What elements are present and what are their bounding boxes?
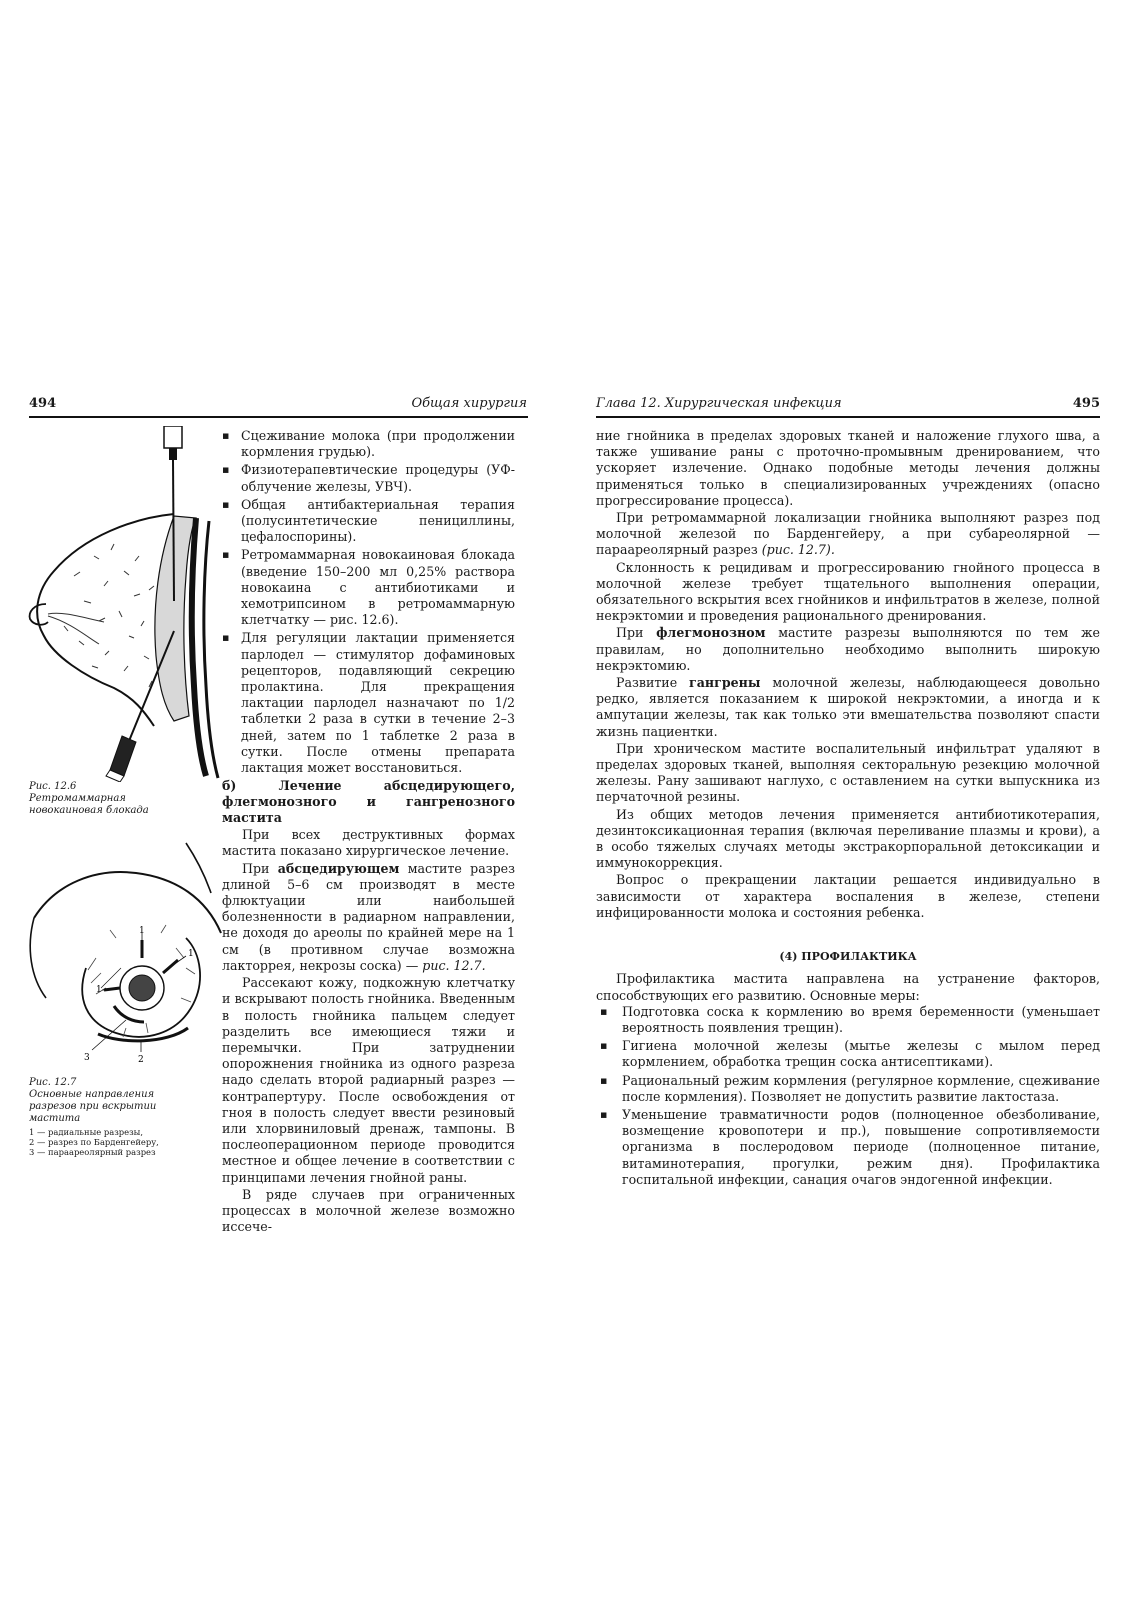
list-item: ▪ Подготовка соска к кормлению во время беременности (уменьшает вероятность появления трещин). <box>596 1004 1100 1036</box>
paragraph: Склонность к рецидивам и прогрессированию гнойного процесса в молочной железе требует тщательного выполнения операции, обязательного вскрытия всех гнойников и инфильтратов в железе, полной некрэктомии и проведения рационального дренирования. <box>596 559 1100 624</box>
paragraph <box>596 510 1100 559</box>
bold-term: абсцедирующем <box>277 860 400 876</box>
figure-12-7-label-1c: 1 <box>96 985 102 995</box>
right-page-number: 495 <box>1072 396 1100 411</box>
figure-12-7-title-line1: Основные направления <box>29 1089 155 1100</box>
left-header-rule <box>29 416 528 418</box>
paragraph: Вопрос о прекращении лактации решается индивидуально в зависимости от характера воспаления в железе, степени инфицированности молока и состояния ребенка. <box>596 872 1100 920</box>
text-span: При <box>242 860 278 876</box>
figure-reference: рис. 12.7. <box>422 957 486 973</box>
right-page <box>560 0 1131 1600</box>
section-subheading: б) Лечение абсцедирующего, флегмонозного и гангренозного мастита <box>222 778 515 826</box>
figure-12-7-label-2: 2 <box>138 1055 144 1065</box>
legend-item-paraareolar: 3 — параареолярный разрез <box>29 1147 156 1157</box>
text-span: Развитие <box>616 675 689 691</box>
figure-12-6-number: Рис. 12.6 <box>29 781 77 792</box>
list-item: ▪ Рациональный режим кормления (регулярное кормление, сцеживание после кормления). Позволяет не допустить развитие лактостаза. <box>596 1073 1100 1105</box>
section-heading: (4) ПРОФИЛАКТИКА <box>779 950 917 964</box>
paragraph: Профилактика мастита направлена на устранение факторов, способствующих его развитию. Основные меры: <box>596 971 1100 1003</box>
paragraph: При хроническом мастите воспалительный инфильтрат удаляют в пределах здоровых тканей, выполняя секторальную резекцию молочной железы. Рану зашивают наглухо, с оставлением на сутки выпускника из перчаточной резины. <box>596 740 1100 805</box>
figure-12-7-title-line2: разрезов при вскрытии <box>29 1101 157 1112</box>
list-item: ▪ Ретромаммарная новокаиновая блокада (введение 150–200 мл 0,25% раствора новокаина с антибиотиками и хемотрипсином в ретромаммарную клетчатку — рис. 12.6). <box>222 547 515 628</box>
paragraph <box>596 625 1100 674</box>
figure-12-7-label-3: 3 <box>84 1053 90 1063</box>
left-text-column <box>222 428 515 1235</box>
figure-reference: (рис. 12.7). <box>761 542 835 558</box>
bold-term: флегмонозном <box>656 625 766 641</box>
paragraph: При всех деструктивных формах мастита показано хирургическое лечение. <box>222 827 515 859</box>
text-span: При ретромаммарной локализации гнойника выполняют разрез под молочной железой по Барденгейеру, а при субареолярной — параареолярный разрез <box>596 510 1100 558</box>
right-running-head: Глава 12. Хирургическая инфекция <box>596 396 842 411</box>
left-running-head: Общая хирургия <box>411 396 527 411</box>
figure-12-7-number: Рис. 12.7 <box>29 1077 77 1088</box>
text-span: мастите разрез длиной 5–6 см производят в месте флюктуации или наибольшей болезненности в радиарном направлении, не доходя до ареолы по крайней мере на 1 см (в противном случае возможна лакторрея, некрозы соска) — <box>222 860 515 973</box>
paragraph: Из общих методов лечения применяется антибиотикотерапия, дезинтоксикационная терапия (включая переливание плазмы и крови), а в особо тяжелых случаях методы экстракорпоральной детоксикации и иммунокоррекция. <box>596 806 1100 871</box>
figure-12-7-caption <box>29 1077 156 1125</box>
right-text-column <box>596 428 1100 1190</box>
figure-12-6-retromammary-block <box>24 426 224 782</box>
list-item: ▪ Гигиена молочной железы (мытье железы с мылом перед кормлением, обработка трещин соска антисептиками). <box>596 1038 1100 1070</box>
bold-term: гангрены <box>689 675 761 691</box>
legend-item-radial: 1 — радиальные разрезы, <box>29 1127 143 1137</box>
paragraph <box>596 675 1100 740</box>
legend-item-bardenheuer: 2 — разрез по Барденгейеру, <box>29 1137 159 1147</box>
left-page <box>0 0 560 1600</box>
right-header-rule <box>596 416 1100 418</box>
text-span: При <box>616 625 657 641</box>
figure-12-7-legend <box>29 1127 159 1157</box>
left-page-number: 494 <box>29 396 57 411</box>
list-item: ▪ Для регуляции лактации применяется парлодел — стимулятор дофаминовых рецепторов, подавляющий секрецию пролактина. Для прекращения лактации парлодел назначают по 1/2 таблетки 2 раза в сутки в течение 2–3 дней, затем по 1 таблетке 2 раза в сутки. После отмены препарата лактация может восстановиться. <box>222 630 515 776</box>
figure-12-7-label-1a: 1 <box>139 926 145 936</box>
figure-12-6-title-line2: новокаиновая блокада <box>29 805 149 816</box>
figure-12-6-title-line1: Ретромаммарная <box>29 793 126 804</box>
list-item: ▪ Физиотерапевтические процедуры (УФ-облучение железы, УВЧ). <box>222 462 515 494</box>
figure-12-7-incision-directions <box>26 838 226 1070</box>
figure-12-6-caption <box>29 781 149 817</box>
list-item: ▪ Общая антибактериальная терапия (полусинтетические пенициллины, цефалоспорины). <box>222 497 515 546</box>
treatment-list <box>222 428 515 776</box>
figure-12-7-title-line3: мастита <box>29 1113 81 1124</box>
list-item: ▪ Сцеживание молока (при продолжении кормления грудью). <box>222 428 515 460</box>
paragraph: В ряде случаев при ограниченных процессах в молочной железе возможно иссече- <box>222 1186 515 1235</box>
paragraph: Рассекают кожу, подкожную клетчатку и вскрывают полость гнойника. Введенным в полость гнойника пальцем следует разделить все имеющиеся тяжи и перемычки. При затруднении опорожнения гнойника из одного разреза надо сделать второй радиарный разрез — контрапертуру. После освобождения от гноя в полость следует ввести резиновый или хлорвиниловый дренаж, тампоны. В послеоперационном периоде проводится местное и общее лечение в соответствии с принципами лечения гнойной раны. <box>222 975 515 1185</box>
text-span: молочной железы, наблюдающееся довольно редко, является показанием к широкой некрэктомии, а иногда и к ампутации железы, так как только эти вмешательства позволяют спасти жизнь пациентки. <box>596 675 1101 739</box>
list-item: ▪ Уменьшение травматичности родов (полноценное обезболивание, возмещение кровопотери и пр.), повышение сопротивляемости организма в послеродовом периоде (полноценное питание, витаминотерапия, прогулки, режим дня). Профилактика госпитальной инфекции, санация очагов эндогенной инфекции. <box>596 1107 1100 1188</box>
prevention-list <box>596 1004 1100 1188</box>
paragraph: ние гнойника в пределах здоровых тканей и наложение глухого шва, а также ушивание раны с проточно-промывным дренированием, что ускоряет излечение. Однако подобные методы лечения должны применяться только в специализированных учреждениях (опасно прогрессирование процесса). <box>596 428 1100 508</box>
paragraph <box>222 861 515 974</box>
text-span: мастите разрезы выполняются по тем же правилам, но дополнительно необходимо выполнить широкую некрэктомию. <box>596 625 1100 673</box>
figure-12-7-label-1b: 1 <box>188 949 194 959</box>
